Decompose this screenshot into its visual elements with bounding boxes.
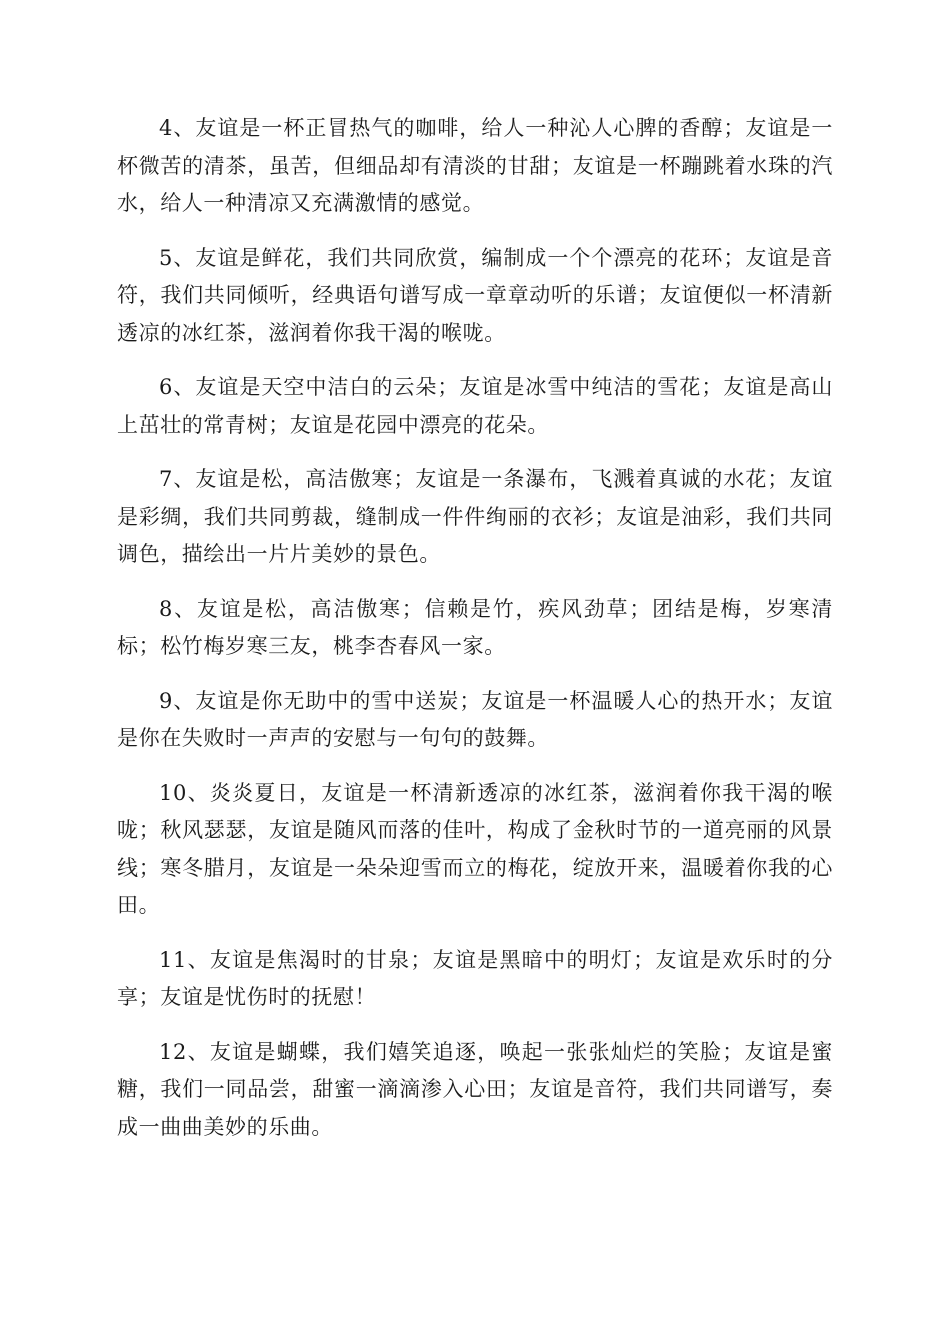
paragraph-6: 6、友谊是天空中洁白的云朵；友谊是冰雪中纯洁的雪花；友谊是高山上茁壮的常青树；友谊是花园中漂亮的花朵。 — [117, 375, 833, 437]
paragraph-5: 5、友谊是鲜花，我们共同欣赏，编制成一个个漂亮的花环；友谊是音符，我们共同倾听，经典语句谱写成一章章动听的乐谱；友谊便似一杯清新透凉的冰红茶，滋润着你我干渴的喉咙。 — [117, 245, 833, 345]
paragraph-11: 11、友谊是焦渴时的甘泉；友谊是黑暗中的明灯；友谊是欢乐时的分享；友谊是忧伤时的抚慰！ — [117, 947, 833, 1009]
paragraph-7: 7、友谊是松，高洁傲寒；友谊是一条瀑布，飞溅着真诚的水花；友谊是彩绸，我们共同剪裁，缝制成一件件绚丽的衣衫；友谊是油彩，我们共同调色，描绘出一片片美妙的景色。 — [117, 467, 833, 566]
paragraph-10: 10、炎炎夏日，友谊是一杯清新透凉的冰红茶，滋润着你我干渴的喉咙；秋风瑟瑟，友谊是随风而落的佳叶，构成了金秋时节的一道亮丽的风景线；寒冬腊月，友谊是一朵朵迎雪而立的梅花，绽放开来，温暖着你我的心田。 — [117, 780, 833, 917]
paragraph-9: 9、友谊是你无助中的雪中送炭；友谊是一杯温暖人心的热开水；友谊是你在失败时一声声的安慰与一句句的鼓舞。 — [117, 688, 833, 750]
paragraph-8: 8、友谊是松，高洁傲寒；信赖是竹，疾风劲草；团结是梅，岁寒清标；松竹梅岁寒三友，桃李杏春风一家。 — [117, 596, 833, 658]
paragraph-12: 12、友谊是蝴蝶，我们嬉笑追逐，唤起一张张灿烂的笑脸；友谊是蜜糖，我们一同品尝，甜蜜一滴滴渗入心田；友谊是音符，我们共同谱写，奏成一曲曲美妙的乐曲。 — [117, 1039, 833, 1139]
paragraph-4: 4、友谊是一杯正冒热气的咖啡，给人一种沁人心脾的香醇；友谊是一杯微苦的清茶，虽苦，但细品却有清淡的甘甜；友谊是一杯蹦跳着水珠的汽水，给人一种清凉又充满激情的感觉。 — [117, 116, 833, 215]
document-body — [117, 110, 833, 1163]
